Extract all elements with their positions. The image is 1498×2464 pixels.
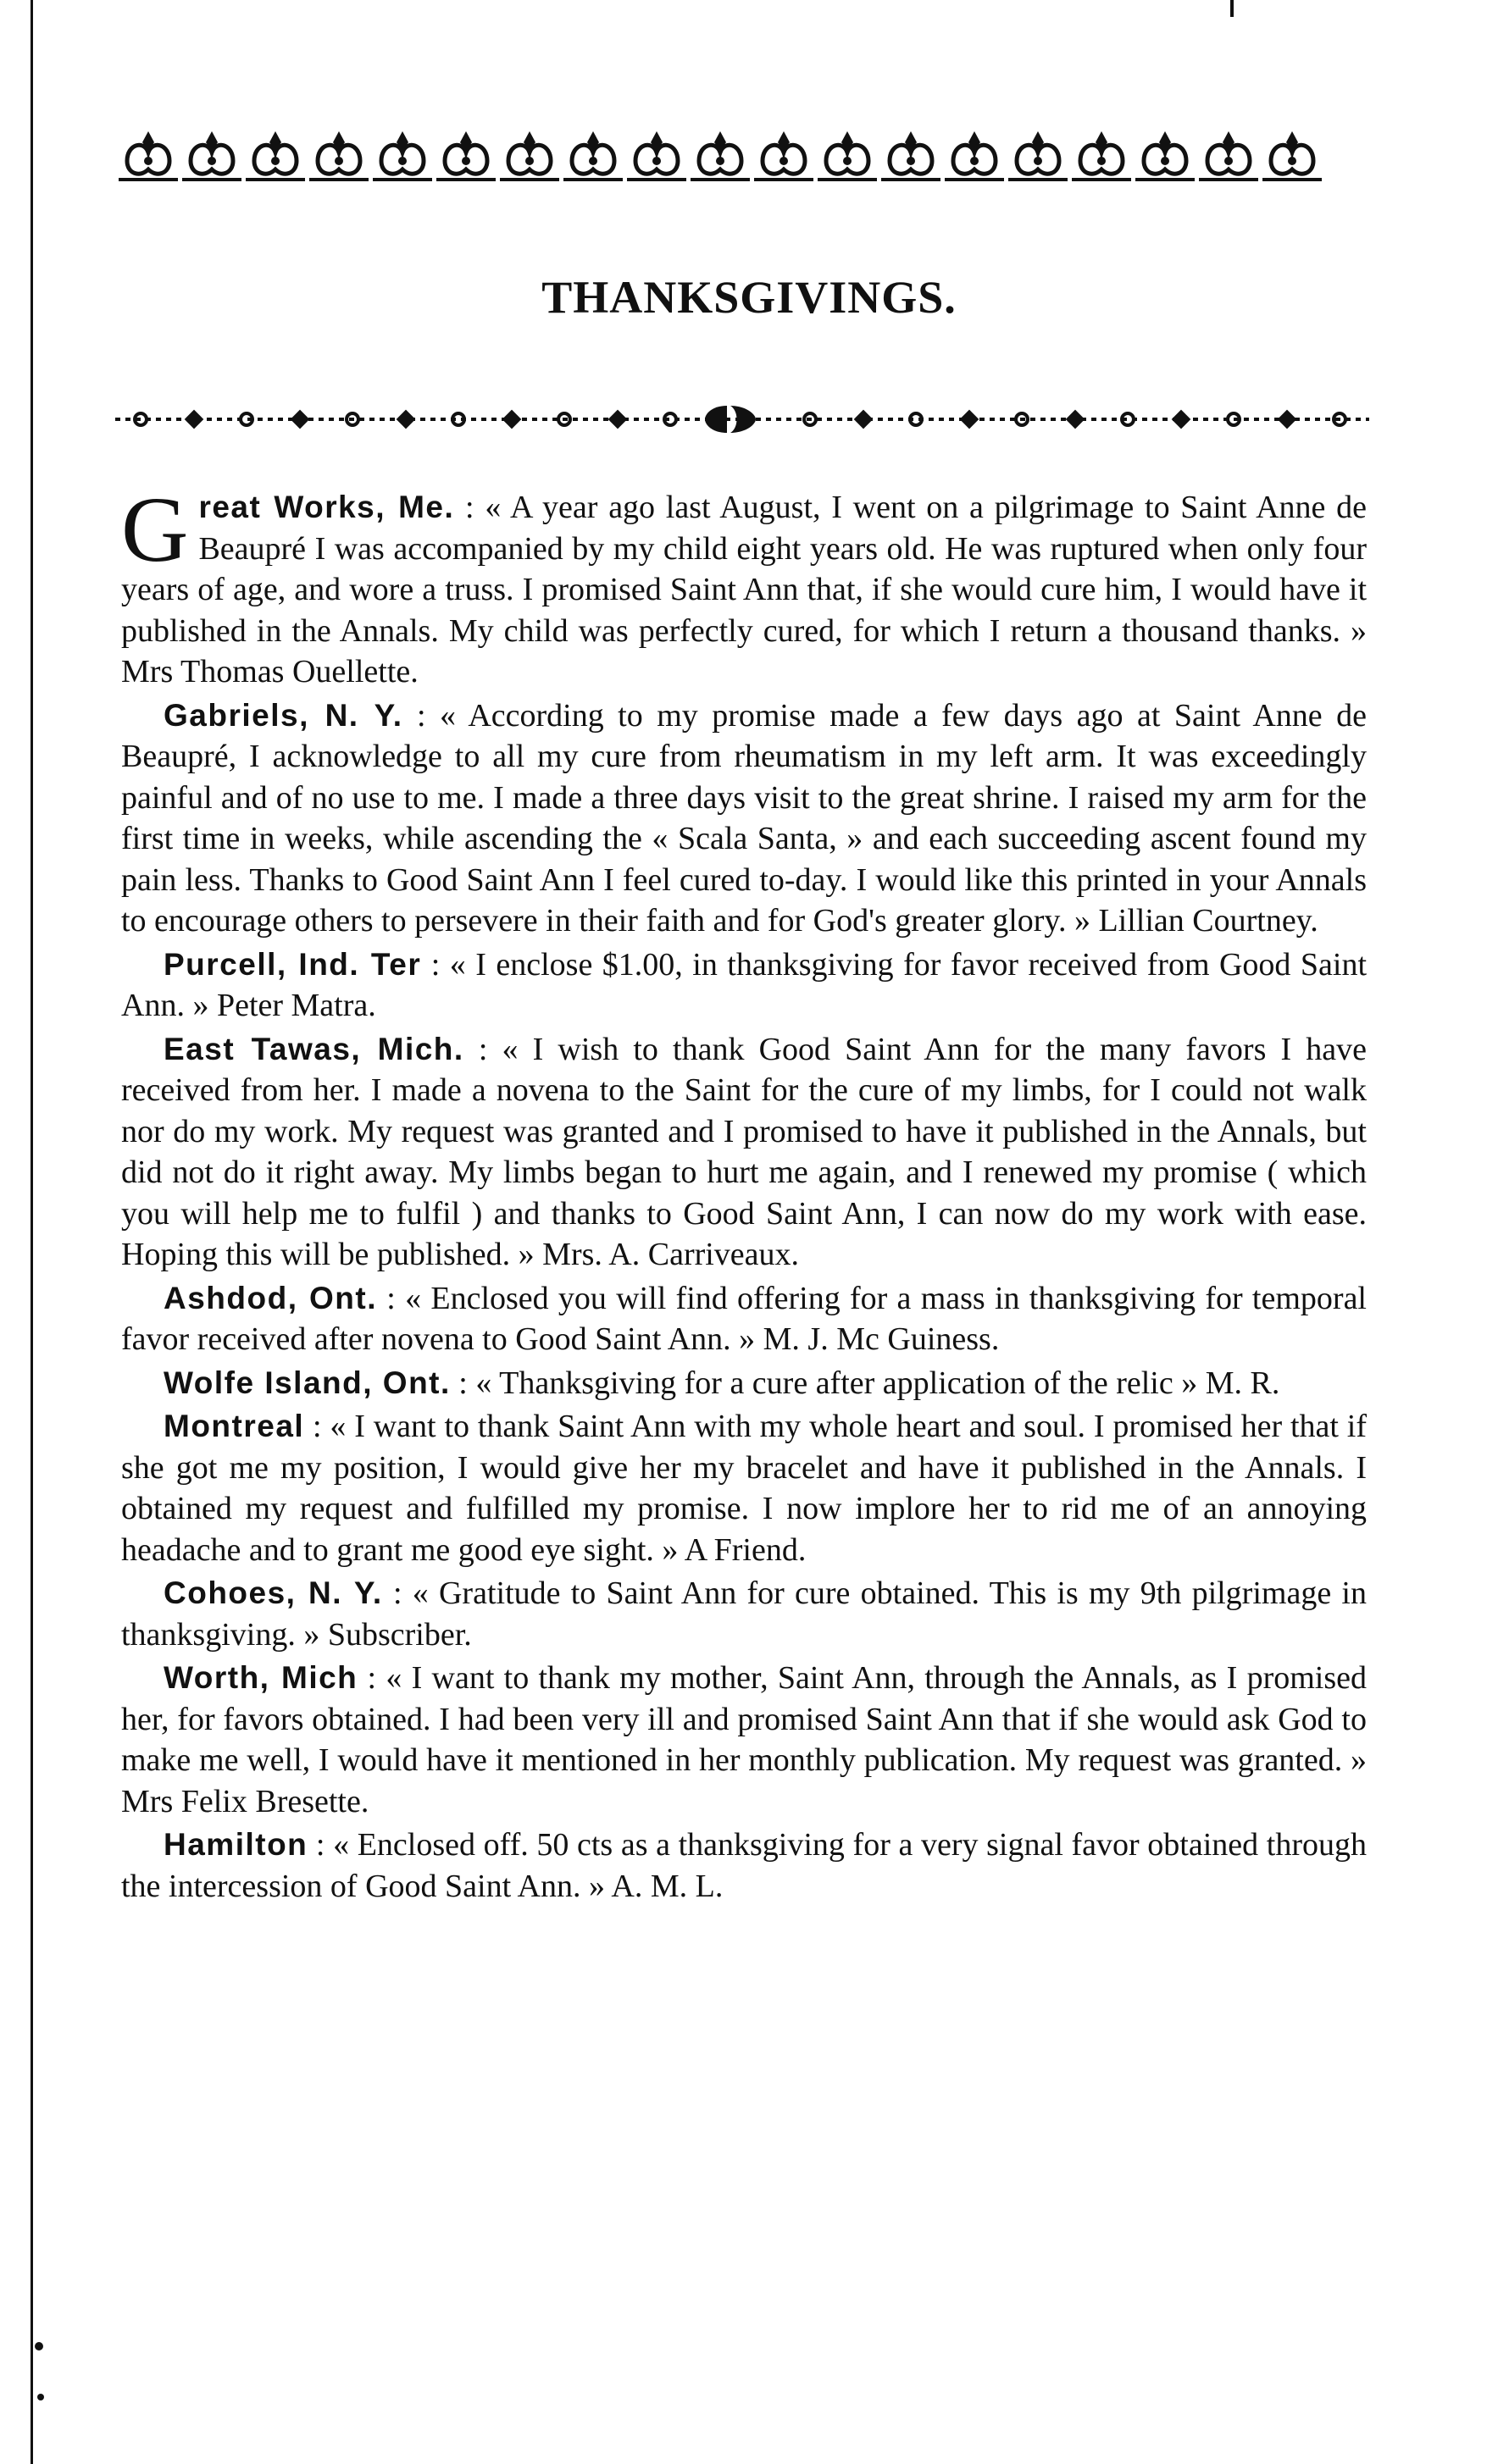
ornamental-header-border	[119, 127, 1356, 186]
entry-place: Montreal	[164, 1409, 305, 1443]
thanksgivings-body	[121, 478, 1368, 1909]
ornamental-divider	[115, 402, 1369, 436]
entry-hamilton	[121, 1824, 1367, 1907]
left-margin-rule	[31, 0, 33, 2464]
entry-great-works	[121, 478, 1367, 693]
entry-ashdod	[121, 1278, 1367, 1360]
entry-place: Cohoes, N. Y.	[164, 1575, 383, 1610]
entry-text: : « A year ago last August, I went on a pilgrimage to Saint Anne de Beaupré I was accompanied by my child eight years old. He was ruptured when only four years of age, and wore a truss. I promised Saint Ann that, if she would cure him, I would have it published in the Annals. My child was perfectly cured, for which I return a thousand thanks. » Mrs Thomas Ouellette.	[121, 490, 1367, 689]
entry-text: : « Enclosed you will find offering for a mass in thanksgiving for temporal favor received after novena to Good Saint Ann. » M. J. Mc Guiness.	[121, 1280, 1367, 1357]
drop-cap: G	[121, 478, 189, 581]
entry-place: East Tawas, Mich.	[164, 1031, 464, 1066]
entry-cohoes	[121, 1573, 1367, 1655]
entry-east-tawas	[121, 1029, 1367, 1276]
top-edge-mark	[1230, 0, 1234, 17]
entry-montreal	[121, 1406, 1367, 1570]
entry-wolfe-island	[121, 1363, 1367, 1404]
entry-text: : « Gratitude to Saint Ann for cure obtained. This is my 9th pilgrimage in thanksgiving. » Subscriber.	[121, 1575, 1367, 1653]
entry-text: : « Thanksgiving for a cure after application of the relic » M. R.	[450, 1365, 1280, 1401]
page-title: THANKSGIVINGS.	[541, 272, 957, 323]
entry-text: : « I enclose $1.00, in thanksgiving for favor received from Good Saint Ann. » Peter Matra.	[121, 946, 1368, 1023]
entry-text: : « Enclosed off. 50 cts as a thanksgiving for a very signal favor obtained through the intercession of Good Saint Ann. » A. M. L.	[121, 1827, 1367, 1904]
entry-place: Purcell, Ind. Ter	[164, 946, 422, 982]
entry-text: : « I want to thank Saint Ann with my whole heart and soul. I promised her that if she got me my position, I would give her my bracelet and have it published in the Annals. I obtained my request and fulfilled my promise. I now implore her to rid me of an annoying headache and to grant me good eye sight. » A Friend.	[121, 1409, 1367, 1568]
margin-specks	[31, 2321, 47, 2456]
entry-worth	[121, 1658, 1367, 1822]
entry-gabriels	[121, 695, 1367, 942]
entry-place: reat Works, Me.	[198, 490, 455, 524]
entry-text: : « I want to thank my mother, Saint Ann, through the Annals, as I promised her, for favors obtained. I had been very ill and promised Saint Ann that if she would ask God to make me well, I would have it mentioned in her monthly publication. My request was granted. » Mrs Felix Bresette.	[121, 1660, 1368, 1819]
entry-text: : « I wish to thank Good Saint Ann for the many favors I have received from her. I made a novena to the Saint for the cure of my limbs, for I could not walk nor do my work. My request was granted and I promised to have it published in the Annals, but did not do it right away. My limbs began to hurt me again, and I renewed my promise ( which you will help me to fulfil ) and thanks to Good Saint Ann, I can now do my work with ease. Hoping this will be published. » Mrs. A. Carriveaux.	[121, 1031, 1368, 1272]
entry-place: Wolfe Island, Ont.	[164, 1365, 451, 1400]
entry-place: Gabriels, N. Y.	[164, 697, 403, 733]
entry-place: Worth, Mich	[164, 1660, 358, 1695]
entry-place: Hamilton	[164, 1827, 308, 1862]
entry-text: : « According to my promise made a few days ago at Saint Anne de Beaupré, I acknowledge to all my cure from rheumatism in my left arm. It was exceedingly painful and of no use to me. I made a three days visit to the great shrine. I raised my arm for the first time in weeks, while ascending the « Scala Santa, » and each succeeding ascent found my pain less. Thanks to Good Saint Ann I feel cured to-day. I would like this printed in your Annals to encourage others to persevere in their faith and for God's greater glory. » Lillian Courtney.	[121, 697, 1367, 939]
entry-purcell	[121, 944, 1367, 1027]
entry-place: Ashdod, Ont.	[164, 1280, 378, 1315]
